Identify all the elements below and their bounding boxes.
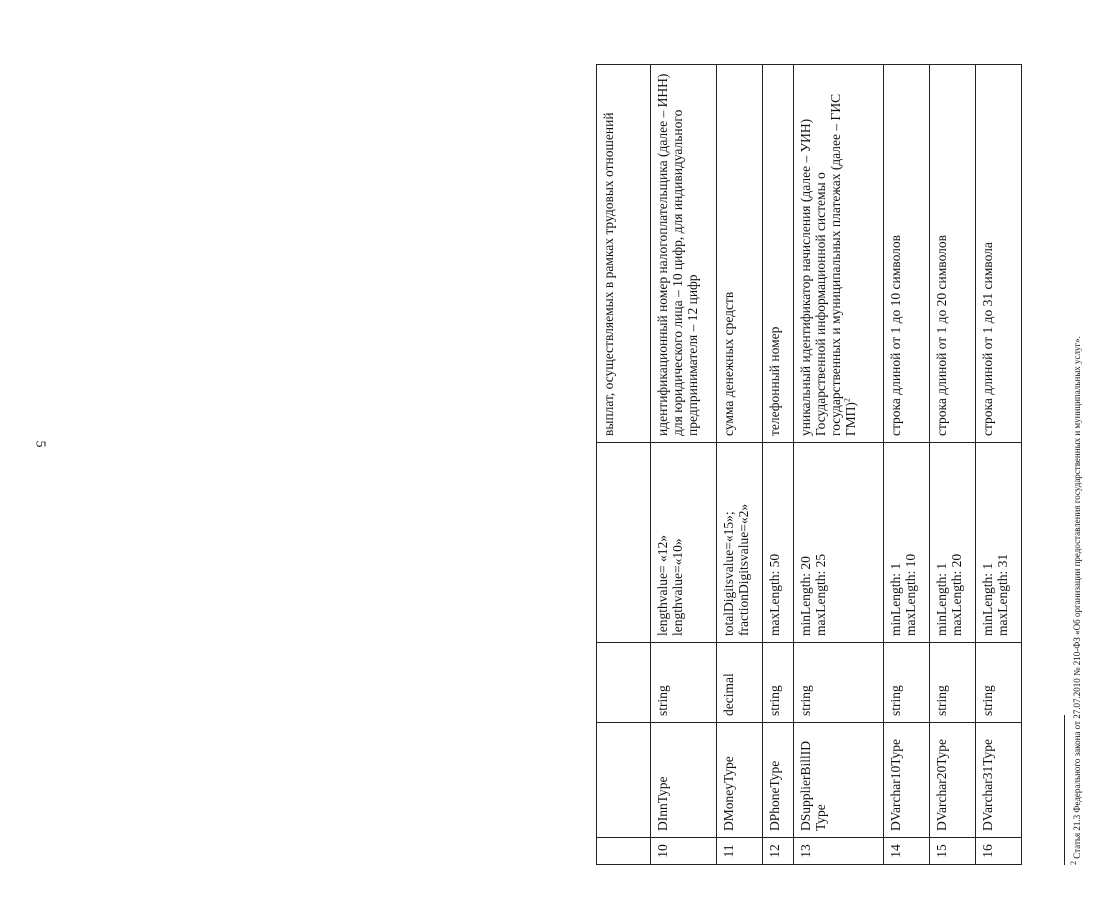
restriction-line: minLength: 1 xyxy=(888,562,903,636)
footnote-ref: 2 xyxy=(842,398,852,403)
rotated-page-content xyxy=(596,65,1096,865)
footnote-text: Статья 21.3 Федерального закона от 27.07.2010 № 210-ФЗ «Об организации предоставления государственных и муниципальных услуг». xyxy=(1072,336,1082,859)
base-type: decimal xyxy=(717,643,763,723)
description-cell: идентификационный номер налогоплательщика (далее – ИНН) для юридического лица – 10 цифр, для индивидуального предпринимателя – 12 цифр xyxy=(651,65,717,443)
restriction-cell xyxy=(976,443,1022,643)
restriction-line: minLength: 1 xyxy=(934,562,949,636)
restriction-line: lengthvalue= «12» xyxy=(655,535,670,636)
base-type: string xyxy=(763,643,794,723)
base-type: string xyxy=(651,643,717,723)
description-text: уникальный идентификатор начисления (далее – УИН) Государственной информационной системы о государственных и муниципальных платежах (далее – ГИС ГМП) xyxy=(798,93,859,436)
row-number: 10 xyxy=(651,838,717,865)
table-row xyxy=(717,65,763,865)
type-name: DMoneyType xyxy=(717,723,763,838)
restriction-line: fractionDigitsvalue=«2» xyxy=(736,503,752,636)
page-number: 5 xyxy=(32,440,48,448)
type-name: DSupplierBillID Type xyxy=(794,723,884,838)
restriction-line: totalDigitsvalue=«15»; xyxy=(721,511,736,636)
row-number: 13 xyxy=(794,838,884,865)
restriction-cell xyxy=(794,443,884,643)
footnote xyxy=(1069,65,1082,865)
description-cell: строка длиной от 1 до 10 символов xyxy=(884,65,930,443)
footnote-separator xyxy=(1064,715,1065,865)
restriction-cell xyxy=(763,443,794,643)
type-name: DVarchar20Type xyxy=(930,723,976,838)
restriction-cell xyxy=(717,443,763,643)
row-number: 14 xyxy=(884,838,930,865)
table-row xyxy=(794,65,884,865)
table-row xyxy=(763,65,794,865)
description-cell: строка длиной от 1 до 31 символа xyxy=(976,65,1022,443)
base-type: string xyxy=(930,643,976,723)
restriction-line: maxLength: 10 xyxy=(903,553,919,636)
restriction-line: maxLength: 31 xyxy=(995,553,1011,636)
restriction-line: minLength: 20 xyxy=(798,556,813,636)
row-number: 15 xyxy=(930,838,976,865)
description-cell: телефонный номер xyxy=(763,65,794,443)
base-type: string xyxy=(884,643,930,723)
description-cell: сумма денежных средств xyxy=(717,65,763,443)
restriction-cell xyxy=(884,443,930,643)
restriction-cell xyxy=(930,443,976,643)
table-row xyxy=(976,65,1022,865)
table-row-continuation xyxy=(597,65,651,865)
base-type: string xyxy=(976,643,1022,723)
type-name: DVarchar31Type xyxy=(976,723,1022,838)
restriction-line: maxLength: 25 xyxy=(813,553,829,636)
type-definitions-table xyxy=(596,64,1022,865)
row-number: 16 xyxy=(976,838,1022,865)
type-name: DInnType xyxy=(651,723,717,838)
restriction-line: lengthvalue=«10» xyxy=(670,538,686,636)
restriction-cell xyxy=(651,443,717,643)
footnote-mark: 2 xyxy=(1069,861,1078,865)
restriction-line: minLength: 1 xyxy=(980,562,995,636)
table-row xyxy=(884,65,930,865)
continued-description-cell: выплат, осуществляемых в рамках трудовых отношений xyxy=(597,65,651,443)
description-cell: строка длиной от 1 до 20 символов xyxy=(930,65,976,443)
row-number: 11 xyxy=(717,838,763,865)
type-name: DVarchar10Type xyxy=(884,723,930,838)
table-row xyxy=(930,65,976,865)
restriction-line: maxLength: 50 xyxy=(767,553,782,636)
type-name: DPhoneType xyxy=(763,723,794,838)
base-type: string xyxy=(794,643,884,723)
description-cell xyxy=(794,65,884,443)
row-number: 12 xyxy=(763,838,794,865)
table-row xyxy=(651,65,717,865)
restriction-line: maxLength: 20 xyxy=(949,553,965,636)
